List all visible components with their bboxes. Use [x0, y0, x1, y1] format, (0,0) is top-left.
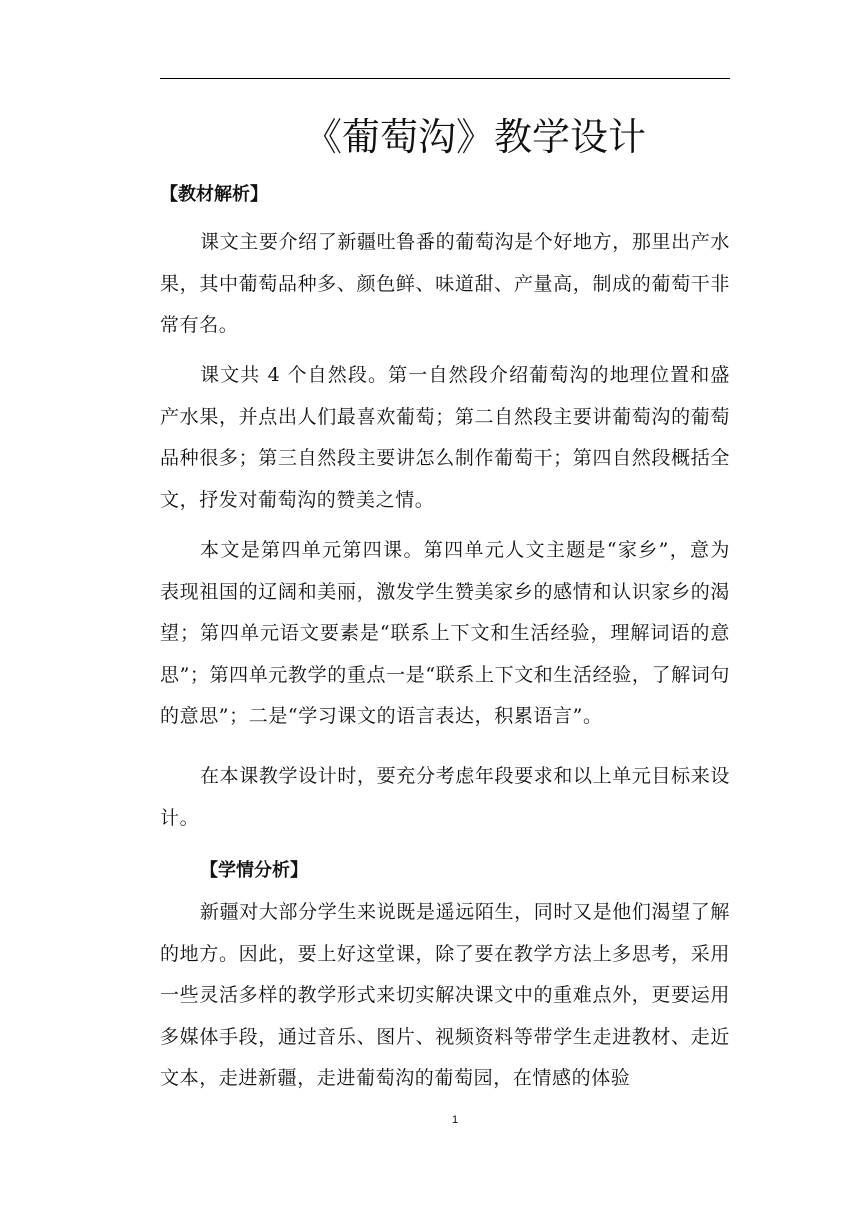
paragraph: 新疆对大部分学生来说既是遥远陌生，同时又是他们渴望了解的地方。因此，要上好这堂课，除了要在教学方法上多思考，采用一些灵活多样的教学形式来切实解决课文中的重难点外，更要运用多媒体手段，通过音乐、图片、视频资料等带学生走进教材、走近文本，走进新疆，走进葡萄沟的葡萄园，在情感的体验 — [160, 901, 730, 1089]
header-rule — [160, 78, 730, 79]
paragraph: 本文是第四单元第四课。第四单元人文主题是“家乡”，意为表现祖国的辽阔和美丽，激发学生赞美家乡的感情和认识家乡的渴望；第四单元语文要素是“联系上下文和生活经验，理解词语的意思”；第四单元教学的重点一是“联系上下文和生活经验，了解词句的意思”；二是“学习课文的语言表达，积累语言”。 — [160, 539, 730, 727]
paragraph: 在本课教学设计时，要充分考虑年段要求和以上单元目标来设计。 — [160, 765, 730, 829]
page-number: 1 — [451, 1114, 459, 1126]
paragraph: 课文共 4 个自然段。第一自然段介绍葡萄沟的地理位置和盛产水果，并点出人们最喜欢葡萄；第二自然段主要讲葡萄沟的葡萄品种很多；第三自然段主要讲怎么制作葡萄干；第四自然段概括全文，抒发对葡萄沟的赞美之情。 — [160, 364, 730, 511]
section-heading-textbook-analysis: 【教材解析】 — [160, 184, 268, 205]
section-heading-learner-analysis: 【学情分析】 — [200, 860, 308, 881]
document-title: 《葡萄沟》教学设计 — [303, 115, 646, 159]
paragraph: 课文主要介绍了新疆吐鲁番的葡萄沟是个好地方，那里出产水果，其中葡萄品种多、颜色鲜、味道甜、产量高，制成的葡萄干非常有名。 — [160, 231, 730, 336]
